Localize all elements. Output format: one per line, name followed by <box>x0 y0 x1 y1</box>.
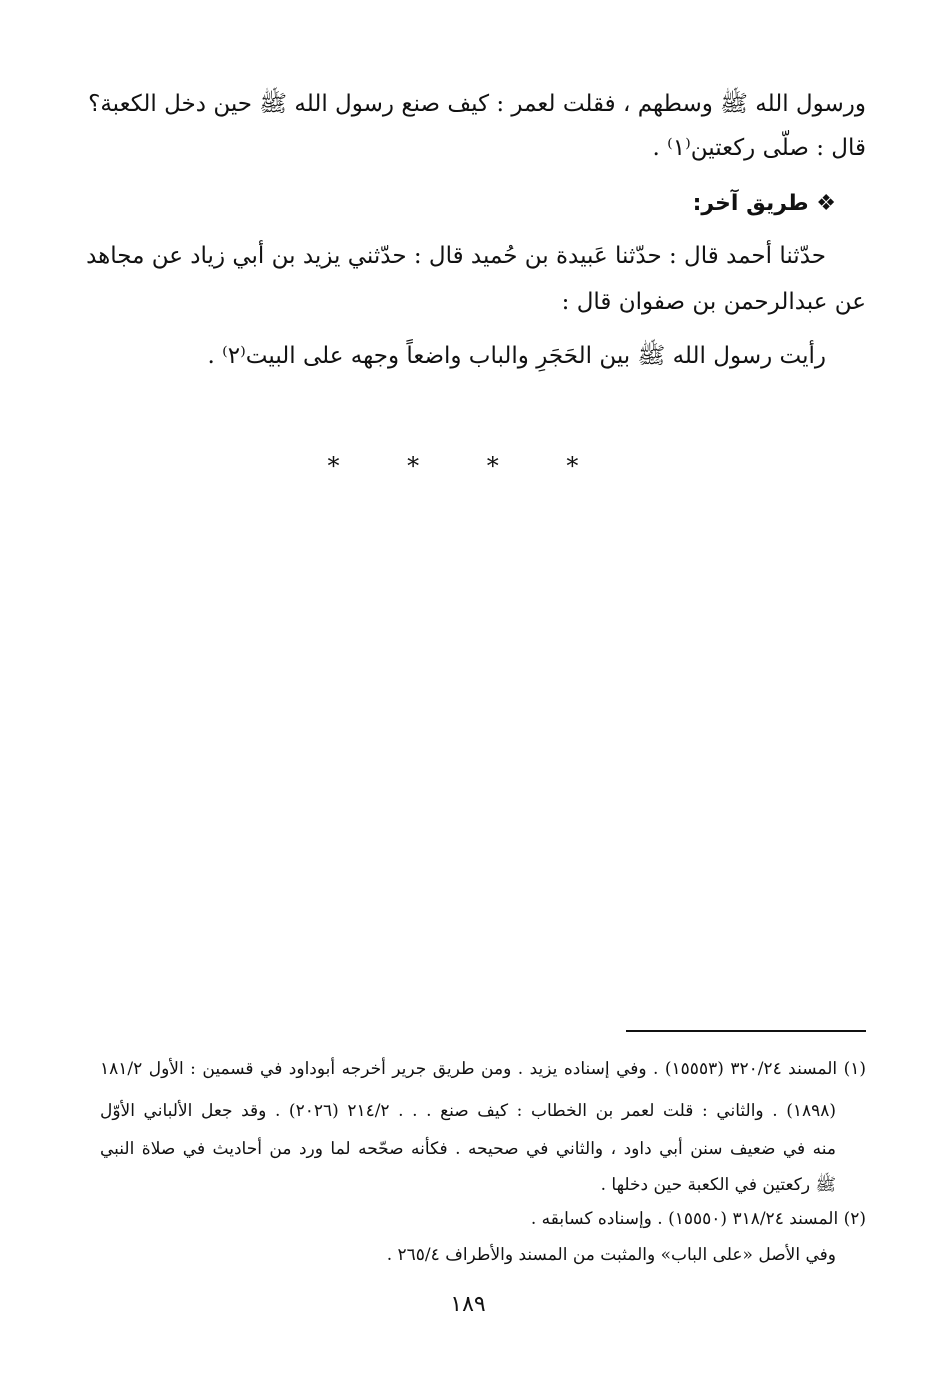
footnote-line-2: (١٨٩٨) . والثاني : قلت لعمر بن الخطاب : كيف صنع . . . ٢١٤/٢ (٢٠٢٦) . وقد جعل الألباني الأوّل <box>100 1101 837 1121</box>
footnote-line-1: (١) المسند ٣٢٠/٢٤ (١٥٥٥٣) . وفي إسناده يزيد . ومن طريق جرير أخرجه أبوداود في قسمين : الأول ١٨١/٢ <box>100 1059 866 1079</box>
body-line-3: حدّثنا أحمد قال : حدّثنا عَبيدة بن حُميد قال : حدّثني يزيد بن أبي زياد عن مجاهد <box>86 243 826 269</box>
footnote-line-3: منه في ضعيف سنن أبي داود ، والثاني في صحيحه . فكأنه صحّحه لما ورد من أحاديث في صلاة النبي <box>100 1139 836 1159</box>
footnote-line-4: ﷺ ركعتين في الكعبة حين دخلها . <box>600 1175 836 1195</box>
body-line-4: عن عبدالرحمن بن صفوان قال : <box>561 289 866 315</box>
footnote-line-6: وفي الأصل «على الباب» والمثبت من المسند والأطراف ٢٦٥/٤ . <box>386 1245 836 1265</box>
body-line-5: رأيت رسول الله ﷺ بين الحَجَرِ والباب واضعاً وجهه على البيت⁽٢⁾ . <box>207 343 826 369</box>
footnote-line-5: (٢) المسند ٣١٨/٢٤ (١٥٥٥٠) . وإسناده كسابقه . <box>530 1209 866 1229</box>
body-line-2: قال : صلّى ركعتين⁽١⁾ . <box>652 135 866 161</box>
page-number: ١٨٩ <box>450 1292 486 1317</box>
footnote-rule <box>626 1030 866 1032</box>
section-heading: ❖ طريق آخر: <box>692 191 836 216</box>
body-line-1: ورسول الله ﷺ وسطهم ، فقلت لعمر : كيف صنع رسول الله ﷺ حين دخل الكعبة؟ <box>88 91 866 117</box>
section-separator: * * * * <box>327 452 609 480</box>
